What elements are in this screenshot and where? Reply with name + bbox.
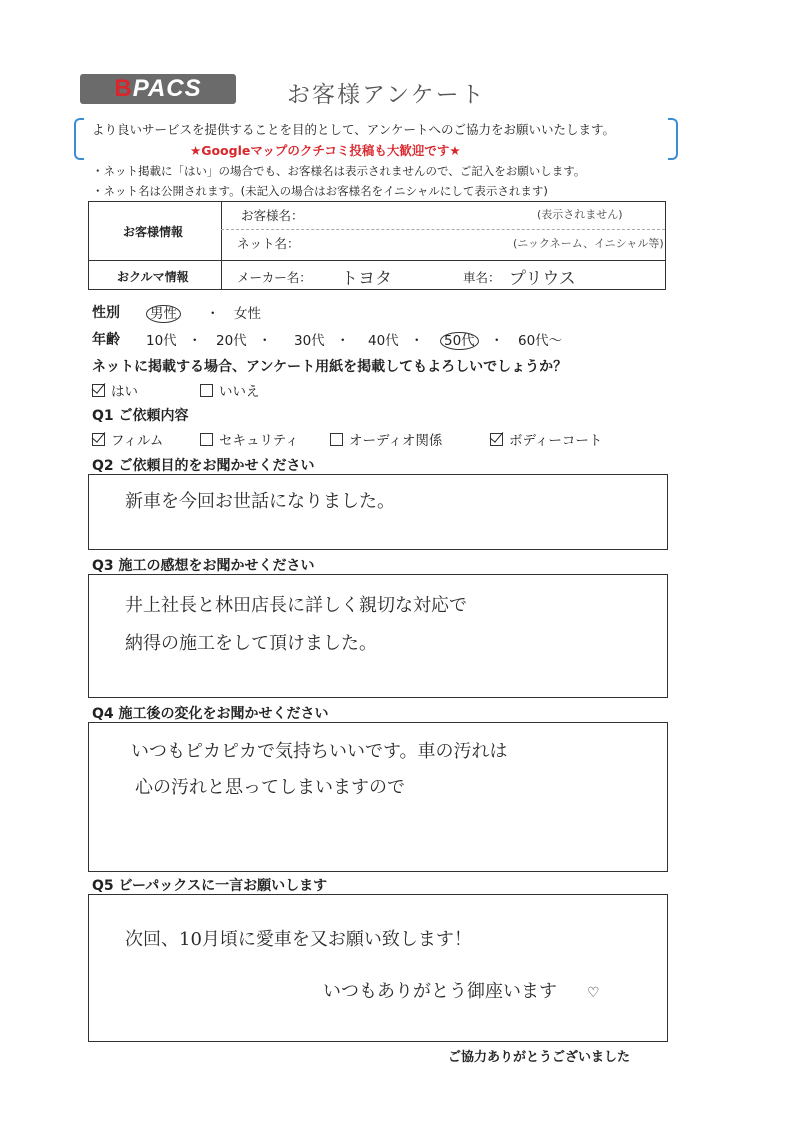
q5-answer-box (88, 894, 668, 1042)
net-name-label: ネット名： (237, 236, 300, 251)
gender-male-option (146, 302, 181, 322)
checkbox-empty-icon (200, 433, 213, 446)
age-option-50 (440, 329, 479, 349)
customer-info-label: お客様情報 (123, 225, 184, 239)
q1-option-security (200, 429, 299, 449)
q3-label: Q3 施工の感想をお聞かせください (92, 558, 315, 574)
table-divider (89, 260, 665, 261)
q3-answer-box (88, 574, 668, 698)
checkbox-empty-icon (200, 384, 213, 397)
q2-answer: 新車を今回お世話になりました。 (125, 491, 395, 512)
age-option-40: 40代 (368, 333, 399, 349)
checkbox-checked-icon (92, 433, 105, 446)
age-separator: ・ (258, 333, 272, 349)
age-option-60: 60代～ (518, 333, 563, 349)
age-option-30: 30代 (294, 333, 325, 349)
age-separator: ・ (490, 333, 504, 349)
q4-answer-box (88, 722, 668, 872)
maker-value: トヨタ (341, 269, 392, 289)
q1-option-bodycoat-label: ボディーコート (509, 433, 603, 449)
q1-option-bodycoat (490, 429, 602, 449)
q3-answer-line1: 井上社長と林田店長に詳しく親切な対応で (125, 595, 467, 616)
q1-option-film-label: フィルム (111, 433, 164, 449)
checkbox-empty-icon (330, 433, 343, 446)
maker-label: メーカー名： (237, 270, 312, 285)
q2-answer-box (88, 474, 668, 550)
google-promo-text: ★Googleマップのクチコミ投稿も大歓迎です★ (190, 143, 461, 158)
q3-answer-line2: 納得の施工をして頂けました。 (125, 633, 377, 654)
pacs-logo (80, 74, 236, 104)
age-separator: ・ (188, 333, 202, 349)
q1-option-audio-label: オーディオ関係 (349, 433, 443, 449)
car-name-value: プリウス (509, 269, 576, 289)
q2-label: Q2 ご依頼目的をお聞かせください (92, 458, 315, 474)
thanks-text: ご協力ありがとうございました (448, 1050, 631, 1065)
net-name-note: (ニックネーム、イニシャル等) (513, 237, 664, 250)
left-bracket-decoration (74, 118, 84, 160)
intro-text: より良いサービスを提供することを目的として、アンケートへのご協力をお願いいたします。 (92, 122, 616, 137)
age-label: 年齢 (92, 332, 120, 348)
q1-option-audio (330, 429, 442, 449)
q5-answer-line1: 次回、10月頃に愛車を又お願い致します！ (125, 929, 472, 950)
publish-no-label: いいえ (219, 384, 260, 400)
q1-option-film (92, 429, 163, 449)
q4-answer-line1: いつもピカピカで気持ちいいです。車の汚れは (131, 741, 508, 762)
q4-label: Q4 施工後の変化をお聞かせください (92, 706, 329, 722)
page-title: お客様アンケート (287, 82, 486, 108)
note-netname: ・ネット名は公開されます。(未記入の場合はお客様名をイニシャルにして表示されます) (92, 184, 548, 198)
car-info-label: おクルマ情報 (117, 270, 189, 284)
note-publish: ・ネット掲載に「はい」の場合でも、お客様名は表示されませんので、ご記入をお願いします。 (92, 164, 586, 178)
logo-text: PACS (132, 75, 202, 102)
heart-icon: ♡ (587, 985, 600, 1001)
gender-male-text: 男性 (146, 305, 181, 323)
publish-yes-label: はい (111, 384, 138, 400)
q1-label: Q1 ご依頼内容 (92, 408, 189, 424)
q4-answer-line2: 心の汚れと思ってしまいますので (135, 777, 405, 798)
checkbox-checked-icon (92, 384, 105, 397)
age-option-10: 10代 (146, 333, 177, 349)
q5-label: Q5 ビーパックスに一言お願いします (92, 878, 328, 894)
logo-b-icon: B (114, 75, 133, 102)
age-option-50-text: 50代 (440, 332, 479, 350)
table-divider (221, 202, 222, 289)
age-separator: ・ (410, 333, 424, 349)
publish-yes-option (92, 380, 138, 400)
table-divider (221, 229, 665, 230)
gender-separator: ・ (206, 306, 220, 322)
checkbox-checked-icon (490, 433, 503, 446)
gender-female-option: 女性 (234, 306, 261, 322)
age-separator: ・ (336, 333, 350, 349)
q5-answer-line2: いつもありがとう御座います (323, 981, 557, 1002)
age-option-20: 20代 (216, 333, 247, 349)
publish-question: ネットに掲載する場合、アンケート用紙を掲載してもよろしいでしょうか？ (92, 359, 568, 375)
customer-name-note: (表示されません) (537, 208, 623, 221)
publish-no-option (200, 380, 260, 400)
right-bracket-decoration (668, 118, 678, 160)
q1-option-security-label: セキュリティ (219, 433, 299, 449)
car-name-label: 車名： (463, 270, 501, 285)
customer-name-label: お客様名： (241, 208, 304, 223)
customer-info-table (88, 201, 666, 290)
gender-label: 性別 (92, 305, 120, 321)
